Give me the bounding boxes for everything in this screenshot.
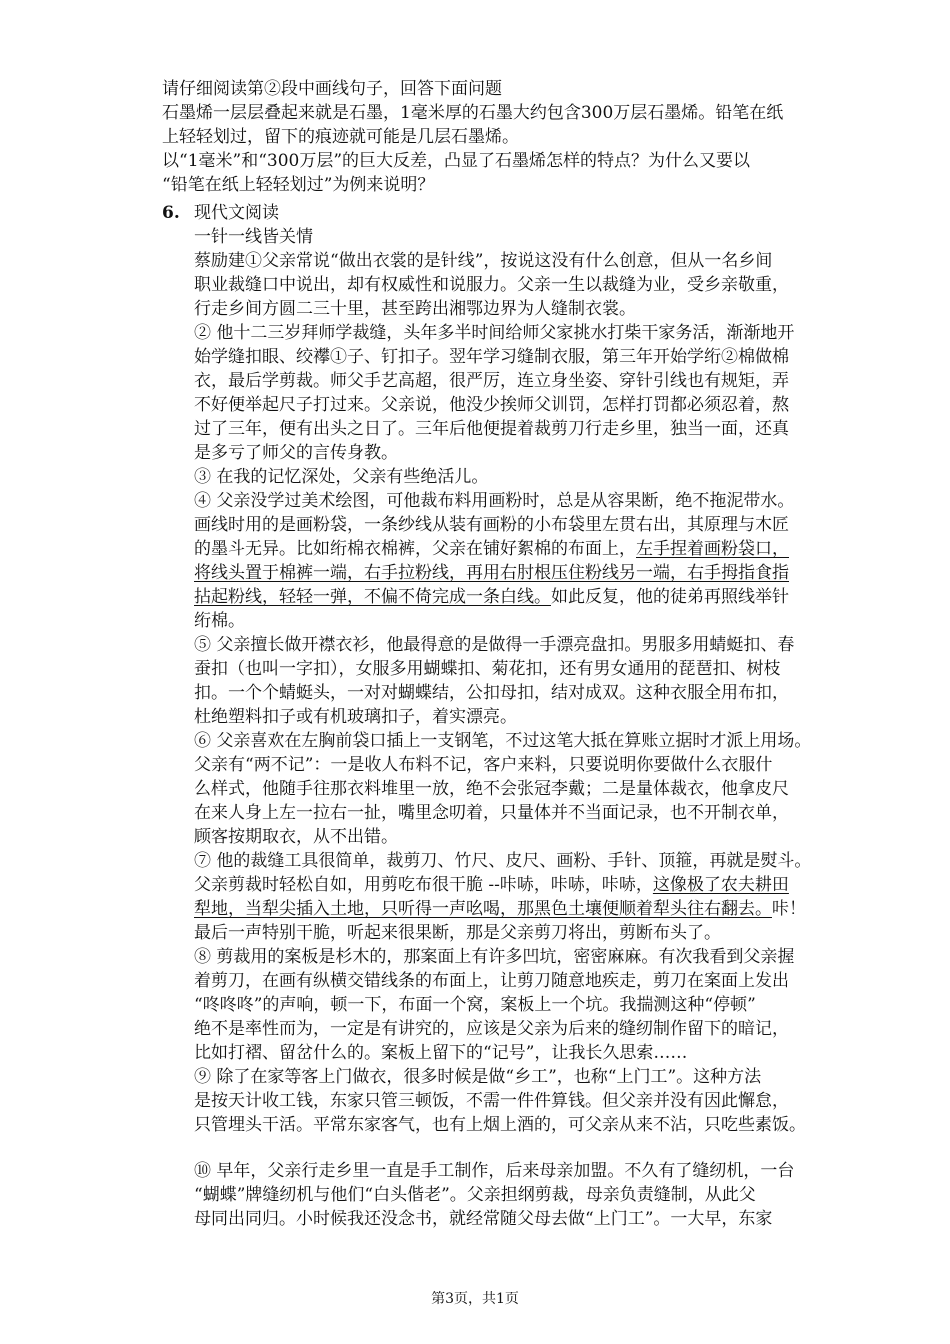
paragraph-2-line: ② 他十二三岁拜师学裁缝，头年多半时间给师父家挑水打柴干家务活，渐渐地开 [194, 323, 795, 343]
question-title: 现代文阅读 [194, 203, 279, 223]
question-number: 6. [162, 203, 180, 223]
paragraph-8-line: “咚咚咚”的声响，顿一下，布面一个窝，案板上一个坑。我揣测这种“停顿” [194, 995, 756, 1015]
plain-text: 的墨斗无异。比如绗棉衣棉裤，父亲在铺好絮棉的布面上， [194, 539, 636, 559]
paragraph-8-line: 绝不是率性而为，一定是有讲究的，应该是父亲为后来的缝纫制作留下的暗记， [194, 1019, 789, 1039]
paragraph-5-line: 扣。一个个蜻蜓头，一对对蝴蝶结，公扣母扣，结对成双。这种衣服全用布扣， [194, 683, 789, 703]
paragraph-6-line: 父亲有“两不记”：一是收人布料不记，客户来料，只要说明你要做什么衣服什 [194, 755, 773, 775]
underlined-sentence: 将线头置于棉裤一端，右手拉粉线，再用右肘根压住粉线另一端，右手拇指食指 [194, 563, 789, 583]
paragraph-8-line: 比如打褶、留岔什么的。案板上留下的“记号”，让我长久思索…… [194, 1043, 688, 1063]
page-footer: 第3页，共1页 [431, 1291, 519, 1307]
paragraph-9-line: ⑨ 除了在家等客上门做衣，很多时候是做“乡工”，也称“上门工”。这种方法 [194, 1067, 762, 1087]
underlined-sentence: 这像极了农夫耕田 [652, 875, 789, 895]
paragraph-1-line: 职业裁缝口中说出，却有权威性和说服力。父亲一生以裁缝为业，受乡亲敬重， [194, 275, 789, 295]
underlined-sentence: 拈起粉线，轻轻一弹，不偏不倚完成一条白线。 [194, 587, 551, 607]
plain-text: 如此反复，他的徒弟再照线举针 [551, 587, 789, 607]
paragraph-4-line: 绗棉。 [194, 611, 245, 631]
plain-text: 父亲剪裁时轻松自如，用剪吃布很干脆 --咔哧，咔哧，咔哧， [194, 875, 653, 895]
paragraph-7-line: ⑦ 他的裁缝工具很简单，裁剪刀、竹尺、皮尺、画粉、手针、顶箍，再就是熨斗。 [194, 851, 812, 871]
paragraph-9-line: 只管埋头干活。平常东家客气，也有上烟上酒的，可父亲从来不沾，只吃些素饭。 [194, 1115, 806, 1135]
paragraph-6-line: 在来人身上左一拉右一扯，嘴里念叨着，只量体并不当面记录，也不开制衣单， [194, 803, 789, 823]
intro-line: 石墨烯一层层叠起来就是石墨，1毫米厚的石墨大约包含300万层石墨烯。铅笔在纸 [162, 103, 784, 123]
intro-line: 以“1毫米”和“300万层”的巨大反差，凸显了石墨烯怎样的特点？为什么又要以 [162, 151, 751, 171]
paragraph-2-line: 不好便举起尺子打过来。父亲说，他没少挨师父训罚，怎样打罚都必须忍着，熬 [194, 395, 789, 415]
paragraph-8-line: 着剪刀，在画有纵横交错线条的布面上，让剪刀随意地疾走，剪刀在案面上发出 [194, 971, 789, 991]
paragraph-7-line [194, 897, 811, 921]
paragraph-7-line: 最后一声特别干脆，听起来很果断，那是父亲剪刀将出，剪断布头了。 [194, 923, 721, 943]
question-intro [162, 77, 783, 197]
paragraph-4-line: ④ 父亲没学过美术绘图，可他裁布料用画粉时，总是从容果断，绝不拖泥带水。 [194, 491, 795, 511]
paragraph-3-line: ③ 在我的记忆深处，父亲有些绝活儿。 [194, 467, 489, 487]
paragraph-6-line: 顾客按期取衣，从不出错。 [194, 827, 398, 847]
paragraph-2-line: 衣，最后学剪裁。师父手艺高超，很严厉，连立身坐姿、穿针引线也有规矩，弄 [194, 371, 789, 391]
paragraph-10-line: ⑩ 早年，父亲行走乡里一直是手工制作，后来母亲加盟。不久有了缝纫机，一台 [194, 1161, 795, 1181]
paragraph-6-line: ⑥ 父亲喜欢在左胸前袋口插上一支钢笔，不过这笔大抵在算账立据时才派上用场。 [194, 731, 812, 751]
plain-text: 咔！ [772, 899, 806, 919]
paragraph-4-line [194, 561, 811, 585]
paragraph-2-line: 过了三年，便有出头之日了。三年后他便提着裁剪刀行走乡里，独当一面，还真 [194, 419, 789, 439]
intro-line: 上轻轻划过，留下的痕迹就可能是几层石墨烯。 [162, 127, 519, 147]
paragraph-10-line: 母同出同归。小时候我还没念书，就经常随父母去做“上门工”。一大早，东家 [194, 1209, 773, 1229]
paragraph-2-line: 始学缝扣眼、绞襻①子、钉扣子。翌年学习缝制衣服，第三年开始学绗②棉做棉 [194, 347, 789, 367]
underlined-sentence: 左手捏着画粉袋口， [636, 539, 789, 559]
intro-line: “铅笔在纸上轻轻划过”为例来说明？ [162, 175, 435, 195]
underlined-sentence: 犁地，当犁尖插入土地，只听得一声吆喝，那黑色土壤便顺着犁头往右翻去。 [194, 899, 772, 919]
paragraph-4-line: 画线时用的是画粉袋，一条纱线从装有画粉的小布袋里左贯右出，其原理与木匠 [194, 515, 789, 535]
paragraph-5-line: 蚕扣（也叫一字扣），女服多用蝴蝶扣、菊花扣，还有男女通用的琵琶扣、树枝 [194, 659, 781, 679]
intro-line: 请仔细阅读第②段中画线句子，回答下面问题 [162, 79, 502, 99]
paragraph-gap [194, 1137, 811, 1159]
paragraph-4-line [194, 537, 811, 561]
paragraph-7-line [194, 873, 811, 897]
paragraph-8-line: ⑧ 剪裁用的案板是杉木的，那案面上有许多凹坑，密密麻麻。有次我看到父亲握 [194, 947, 795, 967]
paragraph-5-line: 杜绝塑料扣子或有机玻璃扣子，着实漂亮。 [194, 707, 517, 727]
paragraph-9-line: 是按天计收工钱，东家只管三顿饭，不需一件件算钱。但父亲并没有因此懈怠， [194, 1091, 789, 1111]
paragraph-6-line: 么样式，他随手往那衣料堆里一放，绝不会张冠李戴；二是量体裁衣，他拿皮尺 [194, 779, 789, 799]
paragraph-1-line: 蔡励建①父亲常说“做出衣裳的是针线”，按说这没有什么创意，但从一名乡间 [194, 251, 773, 271]
paragraph-1-line: 行走乡间方圆二三十里，甚至跨出湘鄂边界为人缝制衣裳。 [194, 299, 636, 319]
paragraph-2-line: 是多亏了师父的言传身教。 [194, 443, 398, 463]
paragraph-10-line: “蝴蝶”牌缝纫机与他们“白头偕老”。父亲担纲剪裁，母亲负责缝制，从此父 [194, 1185, 756, 1205]
paragraph-4-line [194, 585, 811, 609]
paragraph-5-line: ⑤ 父亲擅长做开襟衣衫，他最得意的是做得一手漂亮盘扣。男服多用蜻蜓扣、春 [194, 635, 795, 655]
article-title: 一针一线皆关情 [194, 227, 313, 247]
article-body [194, 225, 811, 1231]
